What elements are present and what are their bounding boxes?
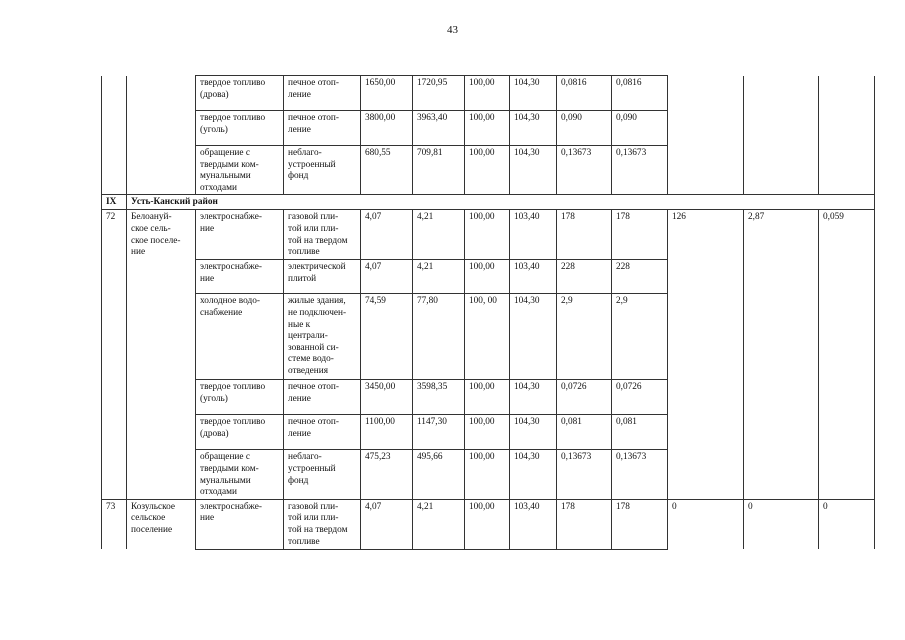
resource-cell: твердое топливо (дрова): [196, 415, 284, 450]
section-title: Усть-Канский район: [127, 195, 875, 210]
value-cell: 100,00: [465, 210, 510, 260]
consumer-cell: газовой пли- той или пли- той на твердом топливе: [284, 499, 361, 549]
value-cell: 0,13673: [557, 146, 612, 195]
value-cell: 103,40: [510, 499, 557, 549]
value-cell: 2,9: [612, 294, 668, 380]
settlement-name: Козульское сельское поселение: [127, 499, 196, 549]
resource-cell: твердое топливо (дрова): [196, 76, 284, 111]
value-cell: 4,21: [413, 499, 465, 549]
resource-cell: электроснабже- ние: [196, 260, 284, 294]
value-cell: 3450,00: [361, 380, 413, 415]
value-cell: 100,00: [465, 450, 510, 499]
value-cell: 0,0726: [557, 380, 612, 415]
table-row: [102, 210, 875, 260]
value-cell: 100, 00: [465, 294, 510, 380]
consumer-cell: печное отоп- ление: [284, 415, 361, 450]
value-cell: 74,59: [361, 294, 413, 380]
value-cell: 0,13673: [612, 450, 668, 499]
resource-cell: электроснабже- ние: [196, 499, 284, 549]
value-cell: 178: [612, 499, 668, 549]
summary-cell: 0,059: [819, 210, 875, 499]
summary-cell: 126: [668, 210, 744, 499]
value-cell: 100,00: [465, 499, 510, 549]
value-cell: 0,090: [557, 111, 612, 146]
value-cell: 104,30: [510, 146, 557, 195]
value-cell: 0,081: [557, 415, 612, 450]
value-cell: 709,81: [413, 146, 465, 195]
value-cell: 495,66: [413, 450, 465, 499]
consumer-cell: неблаго- устроенный фонд: [284, 450, 361, 499]
value-cell: 2,9: [557, 294, 612, 380]
settlement-number: 72: [102, 210, 127, 499]
consumer-cell: печное отоп- ление: [284, 76, 361, 111]
value-cell: 3598,35: [413, 380, 465, 415]
value-cell: 100,00: [465, 76, 510, 111]
value-cell: 100,00: [465, 111, 510, 146]
summary-cell: 0: [668, 499, 744, 549]
value-cell: 4,07: [361, 260, 413, 294]
value-cell: 100,00: [465, 146, 510, 195]
value-cell: 475,23: [361, 450, 413, 499]
empty-cell: [819, 76, 875, 195]
value-cell: 178: [612, 210, 668, 260]
tariff-table: [101, 75, 875, 550]
value-cell: 0,13673: [612, 146, 668, 195]
value-cell: 0,0816: [612, 76, 668, 111]
resource-cell: холодное водо- снабжение: [196, 294, 284, 380]
resource-cell: обращение с твердыми ком- мунальными отходами: [196, 146, 284, 195]
summary-cell: 2,87: [744, 210, 819, 499]
consumer-cell: жилые здания, не подключен- ные к централи- зованной си- стеме водо- отведения: [284, 294, 361, 380]
value-cell: 0,13673: [557, 450, 612, 499]
table-row: [102, 76, 875, 111]
settlement-name: Белоануй- ское сель- ское поселе- ние: [127, 210, 196, 499]
value-cell: 4,21: [413, 260, 465, 294]
value-cell: 228: [557, 260, 612, 294]
value-cell: 104,30: [510, 76, 557, 111]
empty-cell: [668, 76, 744, 195]
page-number: 43: [447, 24, 458, 36]
resource-cell: твердое топливо (уголь): [196, 111, 284, 146]
value-cell: 104,30: [510, 294, 557, 380]
value-cell: 100,00: [465, 260, 510, 294]
value-cell: 77,80: [413, 294, 465, 380]
section-number: IX: [102, 195, 127, 210]
value-cell: 0,0726: [612, 380, 668, 415]
resource-cell: твердое топливо (уголь): [196, 380, 284, 415]
value-cell: 0,090: [612, 111, 668, 146]
value-cell: 680,55: [361, 146, 413, 195]
value-cell: 104,30: [510, 380, 557, 415]
summary-cell: 0: [819, 499, 875, 549]
value-cell: 1720,95: [413, 76, 465, 111]
consumer-cell: газовой пли- той или пли- той на твердом топливе: [284, 210, 361, 260]
value-cell: 1650,00: [361, 76, 413, 111]
value-cell: 0,081: [612, 415, 668, 450]
value-cell: 178: [557, 210, 612, 260]
value-cell: 228: [612, 260, 668, 294]
value-cell: 3800,00: [361, 111, 413, 146]
summary-cell: 0: [744, 499, 819, 549]
value-cell: 178: [557, 499, 612, 549]
value-cell: 104,30: [510, 450, 557, 499]
resource-cell: электроснабже- ние: [196, 210, 284, 260]
empty-cell: [744, 76, 819, 195]
value-cell: 1100,00: [361, 415, 413, 450]
value-cell: 0,0816: [557, 76, 612, 111]
value-cell: 103,40: [510, 260, 557, 294]
value-cell: 104,30: [510, 111, 557, 146]
value-cell: 100,00: [465, 415, 510, 450]
consumer-cell: электрической плитой: [284, 260, 361, 294]
resource-cell: обращение с твердыми ком- мунальными отходами: [196, 450, 284, 499]
value-cell: 100,00: [465, 380, 510, 415]
table-row: [102, 499, 875, 549]
value-cell: 103,40: [510, 210, 557, 260]
value-cell: 4,07: [361, 499, 413, 549]
consumer-cell: неблаго- устроенный фонд: [284, 146, 361, 195]
value-cell: 4,21: [413, 210, 465, 260]
section-row: [102, 195, 875, 210]
value-cell: 104,30: [510, 415, 557, 450]
consumer-cell: печное отоп- ление: [284, 380, 361, 415]
value-cell: 3963,40: [413, 111, 465, 146]
consumer-cell: печное отоп- ление: [284, 111, 361, 146]
settlement-number: 73: [102, 499, 127, 549]
value-cell: 1147,30: [413, 415, 465, 450]
value-cell: 4,07: [361, 210, 413, 260]
